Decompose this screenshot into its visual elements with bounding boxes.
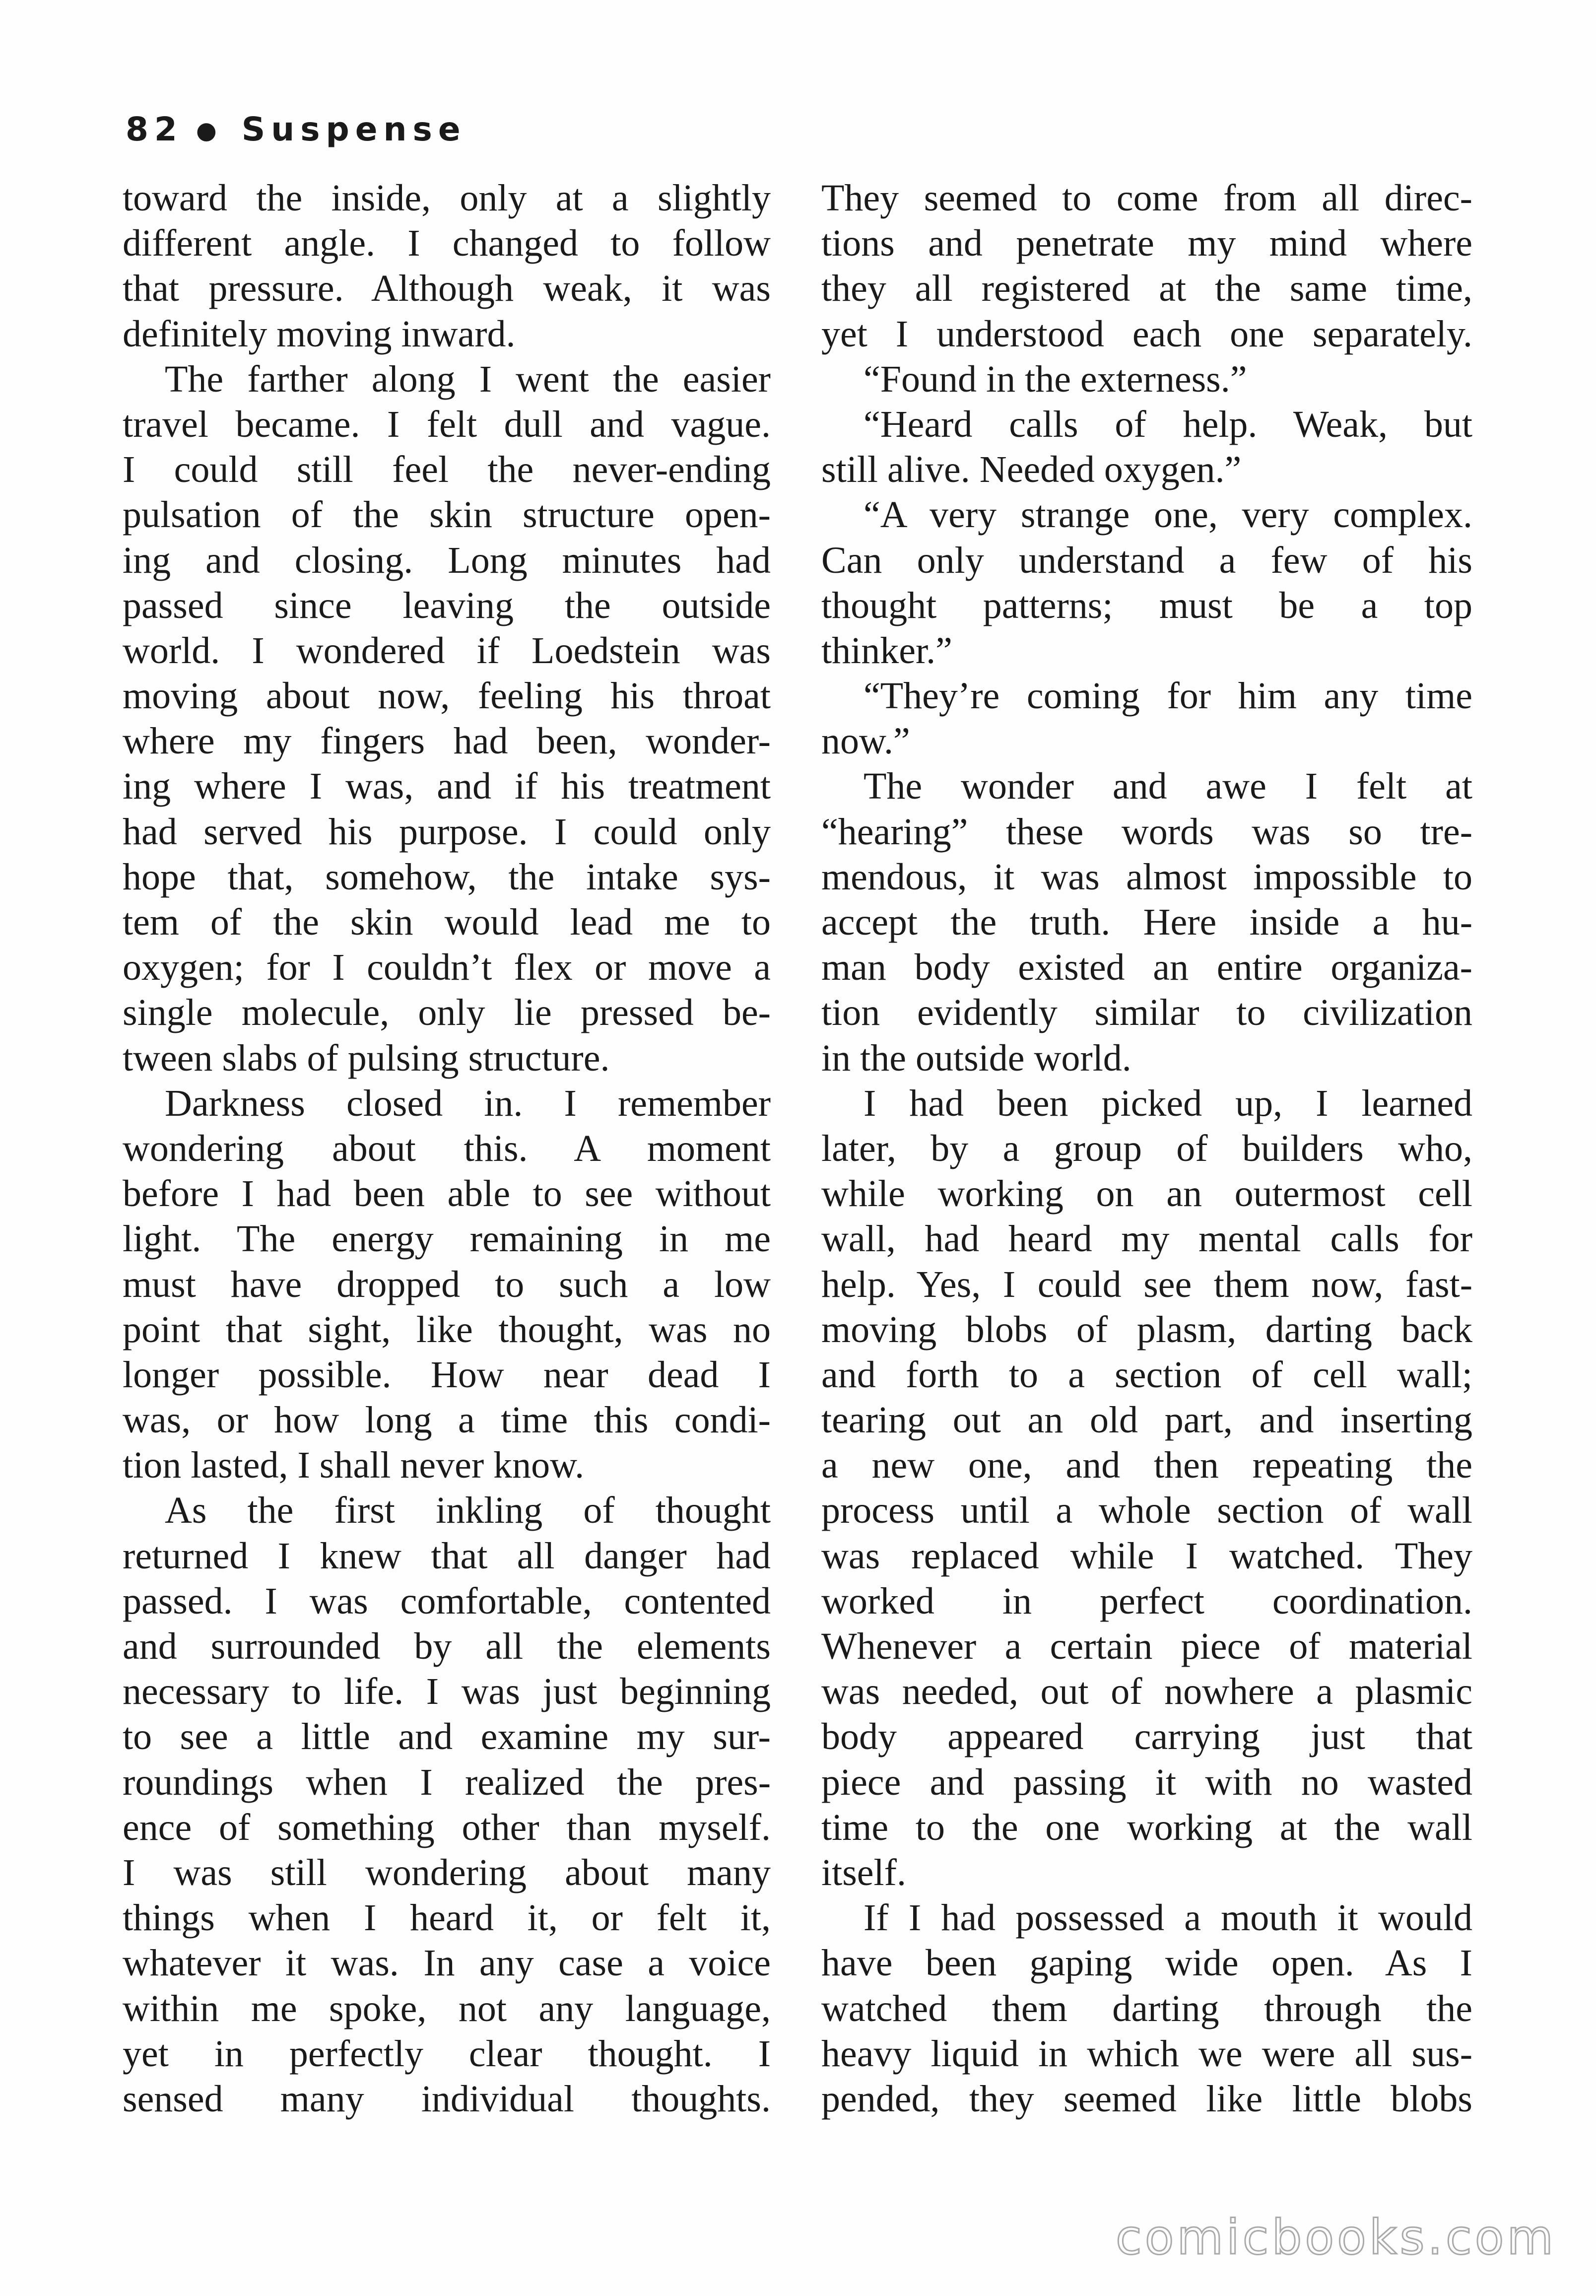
text-line: “Heard calls of help. Weak, but — [864, 403, 1472, 445]
text-line: have been gaping wide open. As I — [821, 1942, 1472, 1984]
left-text-column — [123, 176, 771, 2122]
text-line: Darkness closed in. I remember — [165, 1082, 771, 1124]
text-line: sensed many individual thoughts. — [123, 2078, 771, 2120]
text-line: Can only understand a few of his — [821, 539, 1472, 581]
text-line: moving blobs of plasm, darting back — [821, 1308, 1472, 1351]
magazine-title: Suspense — [241, 110, 466, 148]
bullet-separator: ● — [196, 117, 223, 144]
right-text-column — [821, 176, 1472, 2122]
text-line: before I had been able to see without — [123, 1173, 771, 1215]
text-line: oxygen; for I couldn’t flex or move a — [123, 946, 771, 989]
text-line: definitely moving inward. — [123, 313, 516, 355]
text-line: piece and passing it with no wasted — [821, 1761, 1472, 1803]
text-line: thought patterns; must be a top — [821, 584, 1472, 626]
text-line: single molecule, only lie pressed be- — [123, 992, 771, 1034]
page-number: 82 — [126, 110, 183, 148]
text-line: I was still wondering about many — [123, 1851, 771, 1893]
text-line: things when I heard it, or felt it, — [123, 1897, 771, 1939]
text-line: tions and penetrate my mind where — [821, 222, 1472, 265]
text-line: later, by a group of builders who, — [821, 1127, 1472, 1169]
text-line: wondering about this. A moment — [123, 1127, 771, 1169]
text-line: passed. I was comfortable, contented — [123, 1580, 771, 1622]
text-line: ence of something other than myself. — [123, 1806, 771, 1848]
text-line: If I had possessed a mouth it would — [864, 1897, 1472, 1939]
text-line: heavy liquid in which we were all sus- — [821, 2032, 1472, 2075]
text-line: ing and closing. Long minutes had — [123, 539, 771, 581]
text-line: man body existed an entire organiza- — [821, 946, 1472, 989]
text-line: travel became. I felt dull and vague. — [123, 403, 771, 445]
text-line: Whenever a certain piece of material — [821, 1625, 1472, 1667]
text-line: was, or how long a time this condi- — [123, 1399, 771, 1441]
text-line: The wonder and awe I felt at — [864, 765, 1472, 808]
text-line: longer possible. How near dead I — [123, 1353, 771, 1396]
text-line: “A very strange one, very complex. — [864, 494, 1472, 536]
text-line: had served his purpose. I could only — [123, 810, 771, 853]
text-line: and forth to a section of cell wall; — [821, 1353, 1472, 1396]
text-line: while working on an outermost cell — [821, 1173, 1472, 1215]
text-line: light. The energy remaining in me — [123, 1218, 771, 1260]
text-line: body appeared carrying just that — [821, 1716, 1472, 1758]
text-line: passed since leaving the outside — [123, 584, 771, 626]
text-line: where my fingers had been, wonder- — [123, 720, 771, 762]
text-line: that pressure. Although weak, it was — [123, 268, 771, 310]
text-line: necessary to life. I was just beginning — [123, 1671, 771, 1713]
watermark-logo: comicbooks.com — [1115, 2210, 1556, 2265]
text-line: tem of the skin would lead me to — [123, 901, 771, 943]
text-line: returned I knew that all danger had — [123, 1535, 771, 1577]
text-line: was needed, out of nowhere a plasmic — [821, 1671, 1472, 1713]
text-line: roundings when I realized the pres- — [123, 1761, 771, 1803]
text-line: “They’re coming for him any time — [864, 675, 1472, 717]
text-line: itself. — [821, 1851, 906, 1893]
text-line: yet I understood each one separately. — [821, 313, 1472, 355]
text-line: “Found in the externess.” — [864, 358, 1247, 400]
text-line: moving about now, feeling his throat — [123, 675, 771, 717]
text-line: I could still feel the never-ending — [123, 449, 771, 491]
text-line: “hearing” these words was so tre- — [821, 810, 1472, 853]
text-line: within me spoke, not any language, — [123, 1987, 771, 2029]
text-line: thinker.” — [821, 629, 952, 672]
text-line: I had been picked up, I learned — [864, 1082, 1472, 1124]
text-line: hope that, somehow, the intake sys- — [123, 856, 771, 898]
text-line: watched them darting through the — [821, 1987, 1472, 2029]
text-line: mendous, it was almost impossible to — [821, 856, 1472, 898]
text-line: accept the truth. Here inside a hu- — [821, 901, 1472, 943]
text-line: pended, they seemed like little blobs — [821, 2078, 1472, 2120]
text-line: help. Yes, I could see them now, fast- — [821, 1263, 1472, 1305]
text-line: worked in perfect coordination. — [821, 1580, 1472, 1622]
text-line: was replaced while I watched. They — [821, 1535, 1472, 1577]
text-line: tion lasted, I shall never know. — [123, 1444, 585, 1486]
text-line: ing where I was, and if his treatment — [123, 765, 771, 808]
text-line: The farther along I went the easier — [165, 358, 771, 400]
text-line: whatever it was. In any case a voice — [123, 1942, 771, 1984]
text-line: now.” — [821, 720, 910, 762]
text-line: and surrounded by all the elements — [123, 1625, 771, 1667]
text-line: must have dropped to such a low — [123, 1263, 771, 1305]
text-line: still alive. Needed oxygen.” — [821, 449, 1242, 491]
text-line: They seemed to come from all direc- — [821, 177, 1472, 219]
text-line: they all registered at the same time, — [821, 268, 1472, 310]
text-line: a new one, and then repeating the — [821, 1444, 1472, 1486]
text-line: different angle. I changed to follow — [123, 222, 771, 265]
text-line: yet in perfectly clear thought. I — [123, 2032, 771, 2075]
text-line: point that sight, like thought, was no — [123, 1308, 771, 1351]
text-line: toward the inside, only at a slightly — [123, 177, 771, 219]
page-header — [126, 110, 466, 148]
text-line: to see a little and examine my sur- — [123, 1716, 771, 1758]
text-line: wall, had heard my mental calls for — [821, 1218, 1472, 1260]
text-line: tion evidently similar to civilization — [821, 992, 1472, 1034]
text-line: tearing out an old part, and inserting — [821, 1399, 1472, 1441]
text-line: in the outside world. — [821, 1037, 1131, 1079]
text-line: pulsation of the skin structure open- — [123, 494, 771, 536]
text-line: As the first inkling of thought — [165, 1489, 771, 1532]
text-line: tween slabs of pulsing structure. — [123, 1037, 610, 1079]
text-line: process until a whole section of wall — [821, 1489, 1472, 1532]
text-line: time to the one working at the wall — [821, 1806, 1472, 1848]
text-line: world. I wondered if Loedstein was — [123, 629, 771, 672]
